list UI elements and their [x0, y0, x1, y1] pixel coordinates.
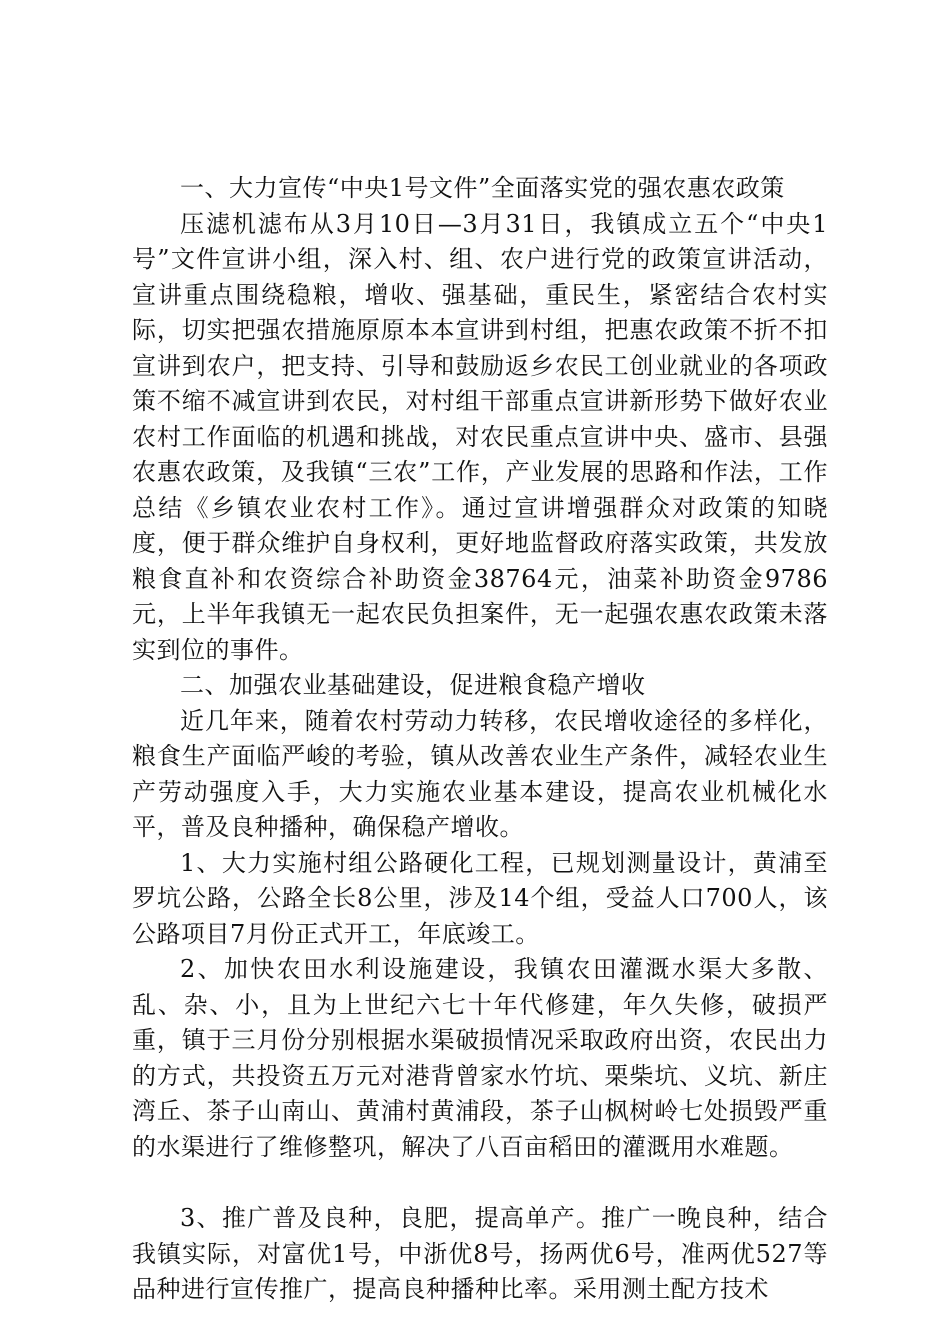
- section-heading-2: 二、加强农业基础建设，促进粮食稳产增收: [180, 671, 646, 699]
- section-heading-1: 一、大力宣传“中央1号文件”全面落实党的强农惠农政策: [180, 174, 785, 202]
- document-body: [132, 171, 828, 1308]
- paragraph-policy-promotion: 压滤机滤布从3月10日—3月31日，我镇成立五个“中央1号”文件宣讲小组，深入村、组、农户进行党的政策宣讲活动，宣讲重点围绕稳粮，增收、强基础，重民生，紧密结合农村实际，切实把强农措施原原本本宣讲到村组，把惠农政策不折不扣宣讲到农户，把支持、引导和鼓励返乡农民工创业就业的各项政策不缩不减宣讲到农民，对村组干部重点宣讲新形势下做好农业农村工作面临的机遇和挑战，对农民重点宣讲中央、盛市、县强农惠农政策，及我镇“三农”工作，产业发展的思路和作法，工作总结《乡镇农业农村工作》。通过宣讲增强群众对政策的知晓度，便于群众维护自身权利，更好地监督政府落实政策，共发放粮食直补和农资综合补助资金38764元，油菜补助资金9786元，上半年我镇无一起农民负担案件，无一起强农惠农政策未落实到位的事件。: [132, 209, 828, 664]
- paragraph-irrigation: 2、加快农田水利设施建设，我镇农田灌溉水渠大多散、乱、杂、小，且为上世纪六七十年代修建，年久失修，破损严重，镇于三月份分别根据水渠破损情况采取政府出资，农民出力的方式，共投资五万元对港背曾家水竹坑、栗柴坑、义坑、新庄湾丘、茶子山南山、黄浦村黄浦段，茶子山枫树岭七处损毁严重的水渠进行了维修整巩，解决了八百亩稻田的灌溉用水难题。: [132, 955, 828, 1161]
- paragraph-road-project: 1、大力实施村组公路硬化工程，已规划测量设计，黄浦至罗坑公路，公路全长8公里，涉及14个组，受益人口700人，该公路项目7月份正式开工，年底竣工。: [132, 848, 828, 948]
- paragraph-gap: [132, 1165, 828, 1201]
- paragraph-agriculture-intro: 近几年来，随着农村劳动力转移，农民增收途径的多样化，粮食生产面临严峻的考验，镇从改善农业生产条件，减轻农业生产劳动强度入手，大力实施农业基本建设，提高农业机械化水平，普及良种播种，确保稳产增收。: [132, 706, 828, 841]
- paragraph-seed-promotion: 3、推广普及良种，良肥，提高单产。推广一晚良种，结合我镇实际，对富优1号，中浙优8号，扬两优6号，准两优527等品种进行宣传推广，提高良种播种比率。采用测土配方技术: [132, 1204, 828, 1303]
